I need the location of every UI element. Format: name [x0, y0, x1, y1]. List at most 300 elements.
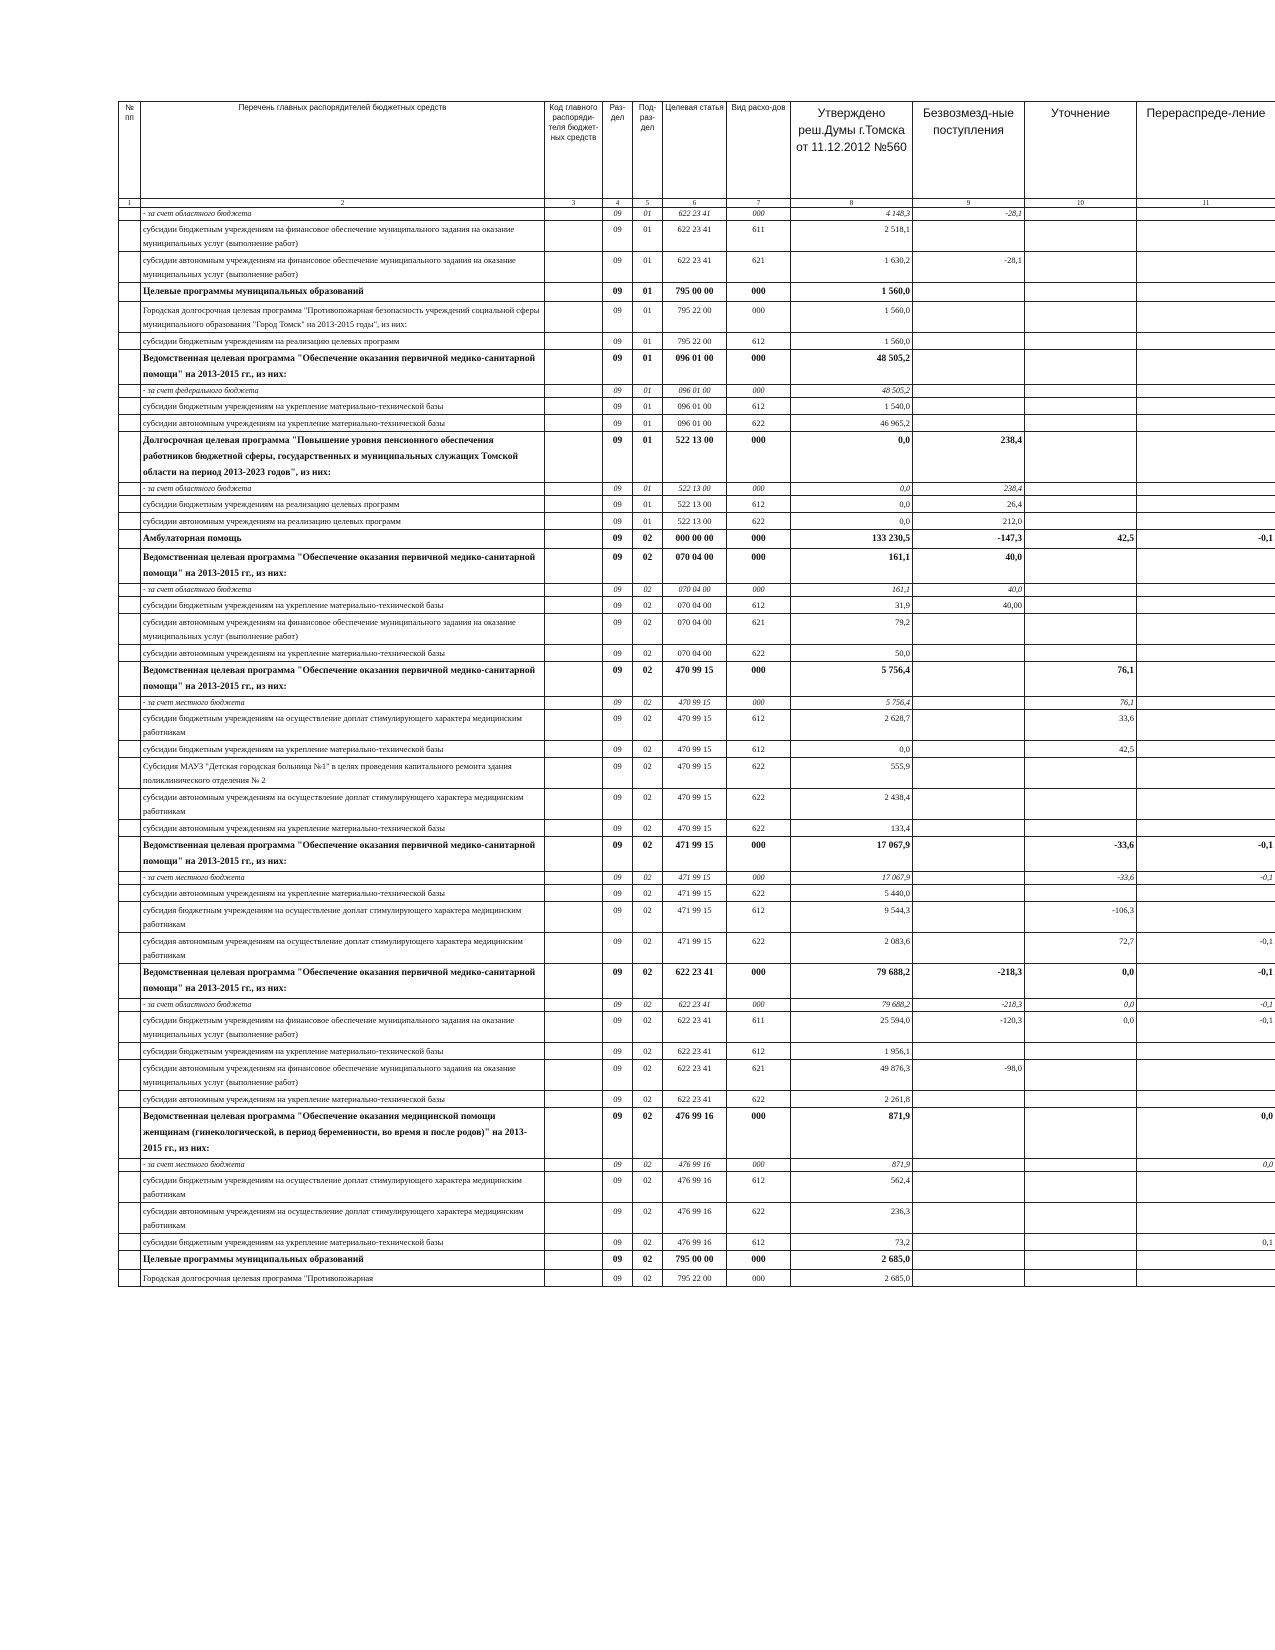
- row-utv-cell: 2 518,1: [791, 221, 913, 252]
- header-row: [119, 102, 1275, 199]
- row-cs-cell: 476 99 16: [663, 1108, 727, 1159]
- row-kod-cell: [545, 614, 603, 645]
- row-razdel-cell: 09: [603, 697, 633, 710]
- row-pere-cell: [1137, 1060, 1275, 1091]
- row-utoch-cell: [1025, 385, 1137, 398]
- row-cs-cell: 622 23 41: [663, 1060, 727, 1091]
- row-num-cell: [119, 350, 141, 385]
- row-vr-cell: 000: [727, 697, 791, 710]
- row-pere-cell: -0,1: [1137, 1012, 1275, 1043]
- table-row: [119, 432, 1275, 483]
- table-row: [119, 758, 1275, 789]
- row-bez-cell: [913, 1270, 1025, 1287]
- row-name-cell: субсидии автономным учреждениям на осуществление доплат стимулирующего характера медицинским работникам: [141, 789, 545, 820]
- row-cs-cell: 522 13 00: [663, 432, 727, 483]
- row-vr-cell: 000: [727, 208, 791, 221]
- row-vr-cell: 000: [727, 662, 791, 697]
- row-kod-cell: [545, 1091, 603, 1108]
- row-num-cell: [119, 483, 141, 496]
- colnum: 7: [727, 199, 791, 208]
- row-razdel-cell: 09: [603, 1270, 633, 1287]
- row-podrazdel-cell: 02: [633, 1234, 663, 1251]
- row-bez-cell: [913, 741, 1025, 758]
- row-num-cell: [119, 820, 141, 837]
- table-body: [119, 208, 1275, 1287]
- row-cs-cell: 795 00 00: [663, 1251, 727, 1270]
- row-pere-cell: -0,1: [1137, 837, 1275, 872]
- row-utoch-cell: -33,6: [1025, 837, 1137, 872]
- row-cs-cell: 070 04 00: [663, 549, 727, 584]
- row-bez-cell: [913, 820, 1025, 837]
- colnum: 11: [1137, 199, 1275, 208]
- row-podrazdel-cell: 01: [633, 302, 663, 333]
- row-pere-cell: [1137, 645, 1275, 662]
- row-utoch-cell: 76,1: [1025, 697, 1137, 710]
- row-razdel-cell: 09: [603, 252, 633, 283]
- row-name-cell: Целевые программы муниципальных образований: [141, 1251, 545, 1270]
- row-kod-cell: [545, 1060, 603, 1091]
- row-podrazdel-cell: 02: [633, 1251, 663, 1270]
- row-pere-cell: [1137, 385, 1275, 398]
- row-kod-cell: [545, 710, 603, 741]
- row-utoch-cell: 42,5: [1025, 741, 1137, 758]
- row-name-cell: Городская долгосрочная целевая программа "Противопожарная безопасность учреждений социальной сферы муниципального образования "Город Томск" на 2013-2015 годы", из них:: [141, 302, 545, 333]
- row-bez-cell: [913, 837, 1025, 872]
- row-vr-cell: 000: [727, 1159, 791, 1172]
- row-utoch-cell: 0,0: [1025, 999, 1137, 1012]
- row-utv-cell: 2 685,0: [791, 1270, 913, 1287]
- row-name-cell: субсидии бюджетным учреждениям на финансовое обеспечение муниципального задания на оказание муниципальных услуг (выполнение работ): [141, 1012, 545, 1043]
- row-utv-cell: 79,2: [791, 614, 913, 645]
- row-utoch-cell: [1025, 252, 1137, 283]
- row-kod-cell: [545, 885, 603, 902]
- row-num-cell: [119, 415, 141, 432]
- row-cs-cell: 470 99 15: [663, 710, 727, 741]
- table-row: [119, 385, 1275, 398]
- row-num-cell: [119, 662, 141, 697]
- table-row: [119, 662, 1275, 697]
- row-num-cell: [119, 999, 141, 1012]
- row-num-cell: [119, 1012, 141, 1043]
- row-kod-cell: [545, 385, 603, 398]
- row-cs-cell: 622 23 41: [663, 1091, 727, 1108]
- table-row: [119, 333, 1275, 350]
- row-razdel-cell: 09: [603, 885, 633, 902]
- row-kod-cell: [545, 415, 603, 432]
- row-podrazdel-cell: 02: [633, 758, 663, 789]
- row-razdel-cell: 09: [603, 333, 633, 350]
- row-kod-cell: [545, 758, 603, 789]
- row-bez-cell: 238,4: [913, 483, 1025, 496]
- row-utoch-cell: [1025, 1203, 1137, 1234]
- row-cs-cell: 096 01 00: [663, 398, 727, 415]
- row-name-cell: - за счет местного бюджета: [141, 1159, 545, 1172]
- table-row: [119, 1091, 1275, 1108]
- row-pere-cell: [1137, 902, 1275, 933]
- row-bez-cell: [913, 1172, 1025, 1203]
- row-utoch-cell: [1025, 584, 1137, 597]
- row-kod-cell: [545, 902, 603, 933]
- row-pere-cell: [1137, 758, 1275, 789]
- row-vr-cell: 621: [727, 614, 791, 645]
- row-podrazdel-cell: 02: [633, 1270, 663, 1287]
- row-kod-cell: [545, 432, 603, 483]
- row-utv-cell: 133,4: [791, 820, 913, 837]
- row-name-cell: Целевые программы муниципальных образований: [141, 283, 545, 302]
- row-utv-cell: 9 544,3: [791, 902, 913, 933]
- row-pere-cell: [1137, 252, 1275, 283]
- row-razdel-cell: 09: [603, 964, 633, 999]
- row-utv-cell: 555,9: [791, 758, 913, 789]
- row-vr-cell: 612: [727, 1234, 791, 1251]
- row-kod-cell: [545, 645, 603, 662]
- row-utv-cell: 5 756,4: [791, 697, 913, 710]
- row-utoch-cell: [1025, 415, 1137, 432]
- row-utv-cell: 2 261,8: [791, 1091, 913, 1108]
- row-name-cell: - за счет местного бюджета: [141, 872, 545, 885]
- row-bez-cell: [913, 283, 1025, 302]
- row-kod-cell: [545, 549, 603, 584]
- row-podrazdel-cell: 02: [633, 710, 663, 741]
- row-bez-cell: -218,3: [913, 999, 1025, 1012]
- row-vr-cell: 000: [727, 999, 791, 1012]
- table-row: [119, 530, 1275, 549]
- row-num-cell: [119, 614, 141, 645]
- row-pere-cell: [1137, 697, 1275, 710]
- row-cs-cell: 622 23 41: [663, 221, 727, 252]
- row-cs-cell: 070 04 00: [663, 584, 727, 597]
- row-utv-cell: 79 688,2: [791, 964, 913, 999]
- table-row: [119, 1159, 1275, 1172]
- row-razdel-cell: 09: [603, 513, 633, 530]
- row-pere-cell: -0,1: [1137, 999, 1275, 1012]
- row-num-cell: [119, 530, 141, 549]
- row-utv-cell: 1 560,0: [791, 302, 913, 333]
- row-razdel-cell: 09: [603, 350, 633, 385]
- row-utoch-cell: [1025, 333, 1137, 350]
- row-pere-cell: [1137, 1172, 1275, 1203]
- row-utoch-cell: [1025, 789, 1137, 820]
- row-kod-cell: [545, 350, 603, 385]
- row-utoch-cell: [1025, 1234, 1137, 1251]
- colnum: 2: [141, 199, 545, 208]
- row-name-cell: Ведомственная целевая программа "Обеспечение оказания медицинской помощи женщинам (гинекологической, в период беременности, во время и после родов)" на 2013-2015 гг., из них:: [141, 1108, 545, 1159]
- row-name-cell: субсидии бюджетным учреждениям на укрепление материально-технической базы: [141, 1234, 545, 1251]
- row-num-cell: [119, 513, 141, 530]
- row-utoch-cell: [1025, 645, 1137, 662]
- row-podrazdel-cell: 01: [633, 432, 663, 483]
- row-num-cell: [119, 902, 141, 933]
- row-kod-cell: [545, 252, 603, 283]
- row-kod-cell: [545, 221, 603, 252]
- row-vr-cell: 612: [727, 496, 791, 513]
- row-num-cell: [119, 1172, 141, 1203]
- row-razdel-cell: 09: [603, 872, 633, 885]
- colnum: 3: [545, 199, 603, 208]
- row-num-cell: [119, 252, 141, 283]
- row-podrazdel-cell: 02: [633, 697, 663, 710]
- row-kod-cell: [545, 483, 603, 496]
- row-utv-cell: 236,3: [791, 1203, 913, 1234]
- row-name-cell: субсидии бюджетным учреждениям на реализацию целевых программ: [141, 333, 545, 350]
- row-razdel-cell: 09: [603, 933, 633, 964]
- colnum: 9: [913, 199, 1025, 208]
- row-kod-cell: [545, 741, 603, 758]
- row-utv-cell: 871,9: [791, 1108, 913, 1159]
- row-pere-cell: [1137, 333, 1275, 350]
- row-pere-cell: [1137, 789, 1275, 820]
- row-vr-cell: 612: [727, 902, 791, 933]
- header-podrazdel: Под-раз-дел: [633, 102, 663, 199]
- row-bez-cell: [913, 415, 1025, 432]
- table-row: [119, 1251, 1275, 1270]
- row-vr-cell: 000: [727, 1270, 791, 1287]
- row-vr-cell: 000: [727, 350, 791, 385]
- table-row: [119, 221, 1275, 252]
- row-bez-cell: [913, 302, 1025, 333]
- row-pere-cell: -0,1: [1137, 872, 1275, 885]
- row-utv-cell: 46 965,2: [791, 415, 913, 432]
- row-bez-cell: -28,1: [913, 252, 1025, 283]
- row-pere-cell: [1137, 302, 1275, 333]
- row-utv-cell: 17 067,9: [791, 872, 913, 885]
- table-row: [119, 820, 1275, 837]
- row-utv-cell: 871,9: [791, 1159, 913, 1172]
- row-name-cell: субсидии бюджетным учреждениям на укрепление материально-технической базы: [141, 398, 545, 415]
- row-kod-cell: [545, 1108, 603, 1159]
- row-cs-cell: 070 04 00: [663, 614, 727, 645]
- row-bez-cell: 40,0: [913, 584, 1025, 597]
- row-bez-cell: -218,3: [913, 964, 1025, 999]
- row-utoch-cell: [1025, 398, 1137, 415]
- row-bez-cell: [913, 1203, 1025, 1234]
- row-vr-cell: 612: [727, 1043, 791, 1060]
- row-cs-cell: 476 99 16: [663, 1172, 727, 1203]
- row-bez-cell: [913, 1043, 1025, 1060]
- row-podrazdel-cell: 01: [633, 208, 663, 221]
- row-name-cell: субсидия автономным учреждениям на осуществление доплат стимулирующего характера медицинским работникам: [141, 933, 545, 964]
- row-bez-cell: 40,0: [913, 549, 1025, 584]
- row-cs-cell: 070 04 00: [663, 597, 727, 614]
- row-utv-cell: 73,2: [791, 1234, 913, 1251]
- row-utoch-cell: [1025, 1251, 1137, 1270]
- row-cs-cell: 096 01 00: [663, 415, 727, 432]
- header-kod: Код главного распоряди-теля бюджет-ных средств: [545, 102, 603, 199]
- row-utoch-cell: [1025, 350, 1137, 385]
- row-num-cell: [119, 885, 141, 902]
- row-utv-cell: 17 067,9: [791, 837, 913, 872]
- row-kod-cell: [545, 1043, 603, 1060]
- row-utv-cell: 0,0: [791, 432, 913, 483]
- row-num-cell: [119, 1251, 141, 1270]
- table-row: [119, 483, 1275, 496]
- table-row: [119, 902, 1275, 933]
- row-num-cell: [119, 597, 141, 614]
- row-kod-cell: [545, 333, 603, 350]
- row-kod-cell: [545, 584, 603, 597]
- table-row: [119, 1043, 1275, 1060]
- row-razdel-cell: 09: [603, 837, 633, 872]
- row-bez-cell: [913, 710, 1025, 741]
- row-utoch-cell: [1025, 208, 1137, 221]
- row-razdel-cell: 09: [603, 302, 633, 333]
- row-num-cell: [119, 221, 141, 252]
- table-row: [119, 302, 1275, 333]
- table-row: [119, 837, 1275, 872]
- row-cs-cell: 622 23 41: [663, 1012, 727, 1043]
- header-utoch: Уточнение: [1025, 102, 1137, 199]
- row-utoch-cell: 0,0: [1025, 964, 1137, 999]
- row-pere-cell: [1137, 741, 1275, 758]
- row-utv-cell: 4 148,3: [791, 208, 913, 221]
- row-pere-cell: [1137, 549, 1275, 584]
- row-razdel-cell: 09: [603, 662, 633, 697]
- row-cs-cell: 471 99 15: [663, 933, 727, 964]
- row-pere-cell: [1137, 614, 1275, 645]
- row-utv-cell: 2 438,4: [791, 789, 913, 820]
- row-num-cell: [119, 964, 141, 999]
- table-row: [119, 283, 1275, 302]
- row-name-cell: Ведомственная целевая программа "Обеспечение оказания первичной медико-санитарной помощи" на 2013-2015 гг., из них:: [141, 964, 545, 999]
- row-utoch-cell: 42,5: [1025, 530, 1137, 549]
- row-vr-cell: 000: [727, 530, 791, 549]
- row-pere-cell: [1137, 513, 1275, 530]
- row-utv-cell: 5 440,0: [791, 885, 913, 902]
- row-cs-cell: 471 99 15: [663, 837, 727, 872]
- row-num-cell: [119, 398, 141, 415]
- row-utv-cell: 1 956,1: [791, 1043, 913, 1060]
- table-row: [119, 741, 1275, 758]
- row-bez-cell: [913, 697, 1025, 710]
- row-bez-cell: [913, 662, 1025, 697]
- row-name-cell: Ведомственная целевая программа "Обеспечение оказания первичной медико-санитарной помощи" на 2013-2015 гг., из них:: [141, 837, 545, 872]
- row-vr-cell: 611: [727, 1012, 791, 1043]
- row-podrazdel-cell: 02: [633, 820, 663, 837]
- row-utv-cell: 79 688,2: [791, 999, 913, 1012]
- row-podrazdel-cell: 02: [633, 1043, 663, 1060]
- row-podrazdel-cell: 02: [633, 1203, 663, 1234]
- row-bez-cell: [913, 350, 1025, 385]
- row-utv-cell: 1 630,2: [791, 252, 913, 283]
- row-num-cell: [119, 789, 141, 820]
- row-vr-cell: 622: [727, 415, 791, 432]
- row-podrazdel-cell: 01: [633, 385, 663, 398]
- row-bez-cell: [913, 1108, 1025, 1159]
- row-cs-cell: 622 23 41: [663, 964, 727, 999]
- row-vr-cell: 612: [727, 1172, 791, 1203]
- row-razdel-cell: 09: [603, 483, 633, 496]
- row-kod-cell: [545, 697, 603, 710]
- row-kod-cell: [545, 496, 603, 513]
- row-vr-cell: 000: [727, 432, 791, 483]
- row-utoch-cell: [1025, 483, 1137, 496]
- row-utoch-cell: 33,6: [1025, 710, 1137, 741]
- row-utoch-cell: 76,1: [1025, 662, 1137, 697]
- row-utv-cell: 2 628,7: [791, 710, 913, 741]
- row-bez-cell: -28,1: [913, 208, 1025, 221]
- row-cs-cell: 476 99 16: [663, 1159, 727, 1172]
- row-name-cell: Долгосрочная целевая программа "Повышение уровня пенсионного обеспечения работников бюджетной сферы, государственных и муниципальных служащих Томской области на период 2013-2023 годов", из них:: [141, 432, 545, 483]
- row-podrazdel-cell: 02: [633, 885, 663, 902]
- row-utv-cell: 0,0: [791, 513, 913, 530]
- row-podrazdel-cell: 02: [633, 662, 663, 697]
- row-bez-cell: 26,4: [913, 496, 1025, 513]
- row-pere-cell: [1137, 1091, 1275, 1108]
- row-kod-cell: [545, 820, 603, 837]
- row-kod-cell: [545, 662, 603, 697]
- row-utv-cell: 25 594,0: [791, 1012, 913, 1043]
- row-num-cell: [119, 1203, 141, 1234]
- row-utoch-cell: [1025, 549, 1137, 584]
- row-bez-cell: [913, 902, 1025, 933]
- row-name-cell: субсидии бюджетным учреждениям на укрепление материально-технической базы: [141, 741, 545, 758]
- colnum: 8: [791, 199, 913, 208]
- row-podrazdel-cell: 02: [633, 1091, 663, 1108]
- row-pere-cell: [1137, 496, 1275, 513]
- row-podrazdel-cell: 01: [633, 333, 663, 350]
- row-vr-cell: 621: [727, 252, 791, 283]
- row-utv-cell: 0,0: [791, 483, 913, 496]
- row-utoch-cell: [1025, 283, 1137, 302]
- row-num-cell: [119, 1108, 141, 1159]
- row-utv-cell: 5 756,4: [791, 662, 913, 697]
- row-num-cell: [119, 496, 141, 513]
- colnum: 10: [1025, 199, 1137, 208]
- row-num-cell: [119, 1159, 141, 1172]
- row-vr-cell: 622: [727, 513, 791, 530]
- row-num-cell: [119, 1270, 141, 1287]
- row-vr-cell: 000: [727, 549, 791, 584]
- row-podrazdel-cell: 02: [633, 1012, 663, 1043]
- table-row: [119, 1203, 1275, 1234]
- table-row: [119, 1234, 1275, 1251]
- row-pere-cell: 0,0: [1137, 1159, 1275, 1172]
- row-podrazdel-cell: 02: [633, 933, 663, 964]
- column-number-row: [119, 199, 1275, 208]
- row-kod-cell: [545, 1251, 603, 1270]
- row-num-cell: [119, 302, 141, 333]
- row-name-cell: субсидии автономным учреждениям на финансовое обеспечение муниципального задания на оказание муниципальных услуг (выполнение работ): [141, 1060, 545, 1091]
- table-row: [119, 584, 1275, 597]
- row-pere-cell: [1137, 597, 1275, 614]
- colnum: 6: [663, 199, 727, 208]
- row-vr-cell: 622: [727, 789, 791, 820]
- row-razdel-cell: 09: [603, 283, 633, 302]
- row-cs-cell: 795 22 00: [663, 1270, 727, 1287]
- row-bez-cell: 40,00: [913, 597, 1025, 614]
- row-utv-cell: 48 505,2: [791, 385, 913, 398]
- row-num-cell: [119, 549, 141, 584]
- row-vr-cell: 622: [727, 758, 791, 789]
- row-podrazdel-cell: 01: [633, 252, 663, 283]
- row-utoch-cell: [1025, 820, 1137, 837]
- row-name-cell: субсидии автономным учреждениям на финансовое обеспечение муниципального задания на оказание муниципальных услуг (выполнение работ): [141, 252, 545, 283]
- row-vr-cell: 000: [727, 483, 791, 496]
- row-podrazdel-cell: 02: [633, 741, 663, 758]
- row-utoch-cell: [1025, 1172, 1137, 1203]
- row-utv-cell: 161,1: [791, 549, 913, 584]
- row-podrazdel-cell: 02: [633, 530, 663, 549]
- header-num: № пп: [119, 102, 141, 199]
- row-num-cell: [119, 697, 141, 710]
- colnum: 1: [119, 199, 141, 208]
- row-vr-cell: 622: [727, 1091, 791, 1108]
- row-kod-cell: [545, 398, 603, 415]
- row-cs-cell: 476 99 16: [663, 1203, 727, 1234]
- row-utv-cell: 133 230,5: [791, 530, 913, 549]
- row-utoch-cell: [1025, 221, 1137, 252]
- row-vr-cell: 612: [727, 333, 791, 350]
